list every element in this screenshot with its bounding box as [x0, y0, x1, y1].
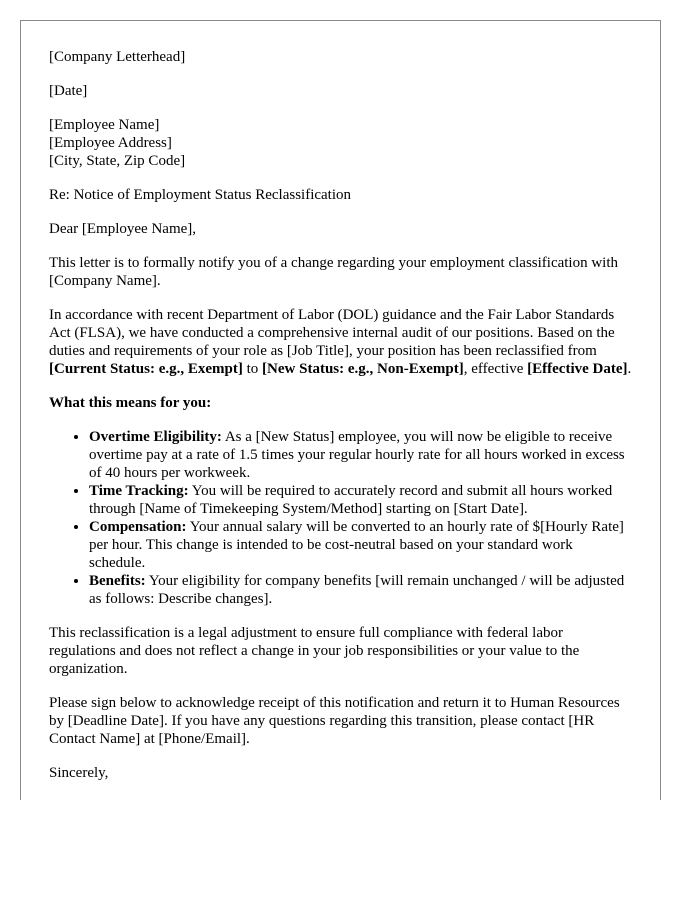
recipient-street: [Employee Address] [49, 135, 172, 151]
list-item-label: Time Tracking: [89, 483, 189, 499]
changes-list [49, 428, 632, 608]
intro-paragraph: This letter is to formally notify you of a change regarding your employment classification with [Company Name]. [49, 255, 619, 289]
list-item-label: Compensation: [89, 519, 187, 535]
letterhead: [Company Letterhead] [49, 49, 186, 65]
list-item-label: Overtime Eligibility: [89, 429, 222, 445]
list-item-text: Your annual salary will be converted to an hourly rate of $[Hourly Rate] per hour. This change is intended to be cost-neutral based on your standard work schedule. [89, 519, 624, 571]
body-text: In accordance with recent Department of Labor (DOL) guidance and the Fair Labor Standards Act (FLSA), we have conducted a comprehensive internal audit of our positions. Based on the duties and requirements of your role as [Job Title], your position has been reclassified from [49, 307, 615, 359]
section-heading: What this means for you: [49, 395, 212, 411]
recipient-address [49, 116, 632, 170]
list-item-overtime [89, 428, 632, 482]
body-text: . [627, 361, 632, 377]
list-item-label: Benefits: [89, 573, 146, 589]
compliance-paragraph: This reclassification is a legal adjustment to ensure full compliance with federal labor regulations and does not reflect a change in your job responsibilities or your value to the organization. [49, 625, 580, 677]
closing: Sincerely, [49, 765, 109, 781]
recipient-name: [Employee Name] [49, 117, 160, 133]
body-text: , effective [463, 361, 528, 377]
recipient-city: [City, State, Zip Code] [49, 153, 186, 169]
list-item-time-tracking [89, 482, 632, 518]
list-item-benefits [89, 572, 632, 608]
reclassification-paragraph [49, 306, 632, 378]
effective-date: [Effective Date] [527, 361, 628, 377]
list-item-compensation [89, 518, 632, 572]
list-item-text: As a [New Status] employee, you will now be eligible to receive overtime pay at a rate of 1.5 times your regular hourly rate for all hours worked in excess of 40 hours per workweek. [89, 429, 625, 481]
body-text: to [242, 361, 263, 377]
subject-line: Re: Notice of Employment Status Reclassification [49, 187, 352, 203]
new-status: [New Status: e.g., Non-Exempt] [262, 361, 464, 377]
list-item-text: Your eligibility for company benefits [will remain unchanged / will be adjusted as follows: Describe changes]. [89, 573, 625, 607]
list-item-text: You will be required to accurately record and submit all hours worked through [Name of Timekeeping System/Method] starting on [Start Date]. [89, 483, 613, 517]
salutation: Dear [Employee Name], [49, 221, 197, 237]
current-status: [Current Status: e.g., Exempt] [49, 361, 243, 377]
acknowledge-paragraph: Please sign below to acknowledge receipt of this notification and return it to Human Resources by [Deadline Date]. If you have any questions regarding this transition, please contact [HR Contact Name] at [Phone/Email]. [49, 695, 620, 747]
letter-date: [Date] [49, 83, 88, 99]
letter-page [20, 20, 661, 800]
